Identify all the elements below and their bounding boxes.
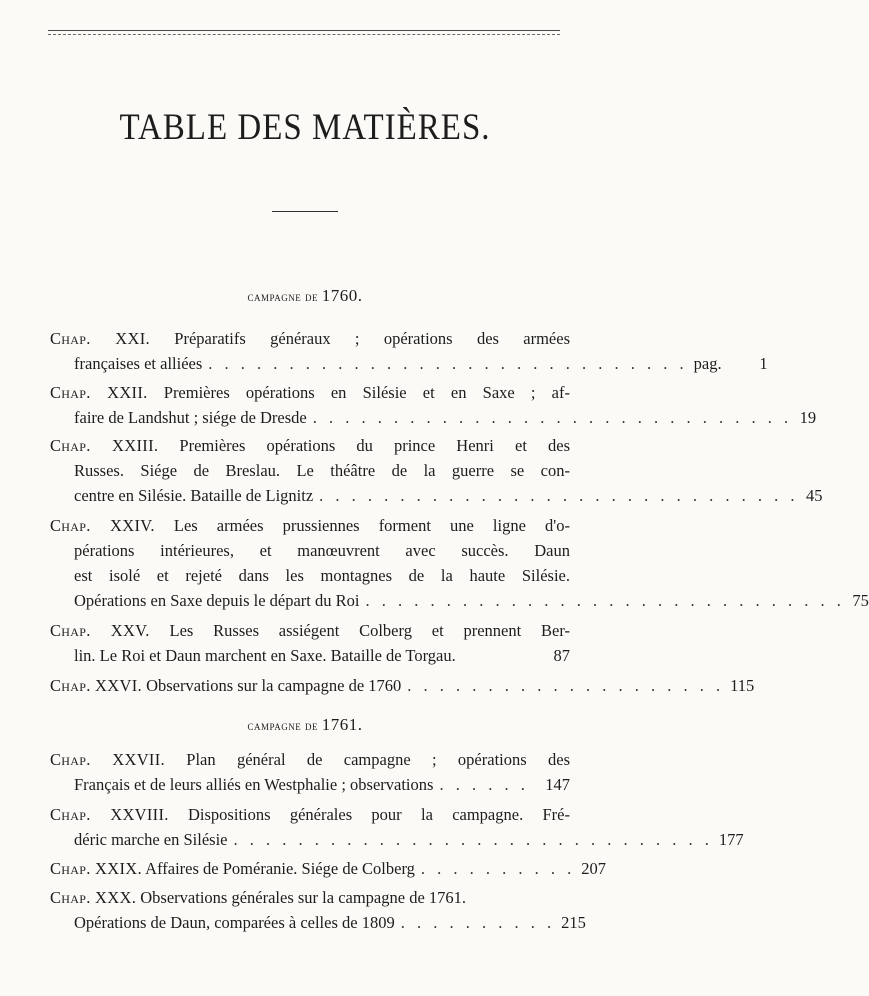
- page-number: 19: [799, 408, 817, 427]
- toc-entry-xxix[interactable]: Chap. XXIX. Affaires de Poméranie. Siége de Colberg . . . . . . . . . . 207: [50, 856, 570, 881]
- toc-entry-xxiii[interactable]: Chap. XXIII. Premières opérations du prince Henri et des Russes. Siége de Breslau. Le théâtre de la guerre se con- centre en Silésie. Bataille de Lignitz . . . . . . . . . . . . . . . . . . . . . . . . . . . . . . 45: [50, 433, 570, 508]
- page-number: 75: [852, 591, 869, 610]
- toc-entry-xxii[interactable]: Chap. XXII. Premières opérations en Silésie et en Saxe ; af- faire de Landshut ; siége de Dresde . . . . . . . . . . . . . . . . . . . . . . . . . . . . . . 19: [50, 380, 570, 430]
- chapter-number: Chap. XXVI.: [50, 676, 142, 695]
- page-number: 177: [718, 830, 744, 849]
- chapter-number: Chap. XXV.: [50, 621, 150, 640]
- page-number: 207: [581, 859, 607, 878]
- page-number: 215: [561, 913, 586, 932]
- chapter-number: Chap. XXX.: [50, 888, 137, 907]
- page-number: 115: [730, 676, 755, 695]
- chapter-number: Chap. XXIII.: [50, 436, 159, 455]
- toc-entry-xxx[interactable]: Chap. XXX. Observations générales sur la campagne de 1761. Opérations de Daun, comparées à celles de 1809 . . . . . . . . . . 215: [50, 885, 570, 935]
- chapter-number: Chap. XXII.: [50, 383, 148, 402]
- toc-entry-xxviii[interactable]: Chap. XXVIII. Dispositions générales pour la campagne. Fré- déric marche en Silésie . . . . . . . . . . . . . . . . . . . . . . . . . . . . . . 177: [50, 802, 570, 852]
- page-title: TABLE DES MATIÈRES.: [119, 107, 491, 149]
- top-double-rule: [48, 30, 560, 35]
- page-number: 87: [553, 646, 570, 665]
- page-number: 147: [545, 775, 570, 794]
- section-heading-1760: campagne de 1760.: [247, 286, 363, 305]
- chapter-number: Chap. XXIV.: [50, 516, 155, 535]
- toc-entry-xxiv[interactable]: Chap. XXIV. Les armées prussiennes forment une ligne d'o- pérations intérieures, et manœuvrent avec succès. Daun est isolé et rejeté dans les montagnes de la haute Silésie. Opérations en Saxe depuis le départ du Roi . . . . . . . . . . . . . . . . . . . . . . . . . . . . . . 75: [50, 513, 570, 613]
- page-number: 45: [806, 486, 823, 505]
- chapter-number: Chap. XXIX.: [50, 859, 142, 878]
- chapter-number: Chap. XXVIII.: [50, 805, 169, 824]
- toc-entry-xxvi[interactable]: Chap. XXVI. Observations sur la campagne de 1760 . . . . . . . . . . . . . . . . . . . . 115: [50, 673, 570, 698]
- toc-entry-xxi[interactable]: Chap. XXI. Préparatifs généraux ; opérations des armées françaises et alliées . . . . . . . . . . . . . . . . . . . . . . . . . . . . . . pag. 1: [50, 326, 570, 376]
- title-divider: [272, 211, 338, 212]
- section-heading-1761: campagne de 1761.: [247, 715, 363, 734]
- toc-entry-xxv[interactable]: Chap. XXV. Les Russes assiégent Colberg et prennent Ber- lin. Le Roi et Daun marchent en Saxe. Bataille de Torgau. 87: [50, 618, 570, 668]
- chapter-number: Chap. XXI.: [50, 329, 150, 348]
- pag-label: pag.: [693, 354, 722, 373]
- chapter-number: Chap. XXVII.: [50, 750, 165, 769]
- toc-entry-xxvii[interactable]: Chap. XXVII. Plan général de campagne ; opérations des Français et de leurs alliés en Westphalie ; observations . . . . . . 147: [50, 747, 570, 797]
- page-number: 1: [759, 354, 768, 373]
